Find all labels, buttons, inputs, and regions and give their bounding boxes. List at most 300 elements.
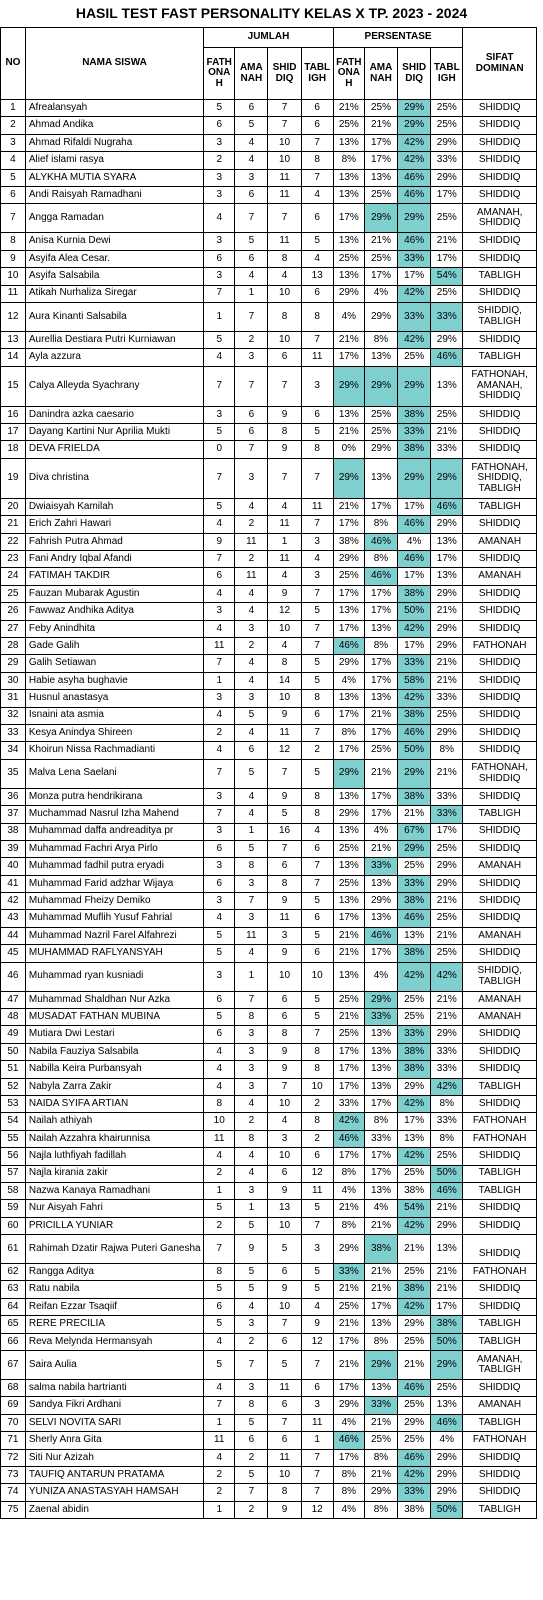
table-row [1,742,537,759]
percentage-cell: 25% [431,707,463,724]
dominant-trait: SHIDDIQ [463,1026,537,1043]
percentage-cell: 17% [333,1043,364,1060]
table-row [1,1298,537,1315]
row-number: 12 [1,302,26,331]
student-name: Angga Ramadan [25,204,203,233]
row-number: 30 [1,672,26,689]
student-name: Muhammad daffa andreaditya pr [25,823,203,840]
count-cell: 5 [301,893,333,910]
dominant-trait: SHIDDIQ [463,603,537,620]
count-cell: 8 [235,1397,268,1414]
dominant-trait: TABLIGH [463,498,537,515]
dominant-trait: SHIDDIQ [463,910,537,927]
percentage-cell: 13% [364,1316,397,1333]
dominant-trait: SHIDDIQ [463,134,537,151]
percentage-cell: 17% [333,1449,364,1466]
count-cell: 9 [268,707,301,724]
student-name: PRICILLA YUNIAR [25,1217,203,1234]
count-cell: 5 [301,655,333,672]
count-cell: 10 [268,1467,301,1484]
count-cell: 6 [301,204,333,233]
count-cell: 4 [204,1148,235,1165]
count-cell: 8 [301,690,333,707]
percentage-cell: 29% [398,458,431,498]
percentage-cell: 42% [431,962,463,991]
percentage-cell: 13% [333,233,364,250]
count-cell: 3 [204,603,235,620]
percentage-cell: 38% [398,1043,431,1060]
row-number: 8 [1,233,26,250]
count-cell: 5 [204,100,235,117]
count-cell: 9 [268,441,301,458]
count-cell: 4 [235,672,268,689]
percentage-cell: 17% [333,204,364,233]
table-row [1,1351,537,1380]
count-cell: 1 [235,962,268,991]
percentage-cell: 25% [431,204,463,233]
count-cell: 5 [204,945,235,962]
dominant-trait: SHIDDIQ, TABLIGH [463,302,537,331]
count-cell: 4 [204,1333,235,1350]
percentage-cell: 46% [333,1130,364,1147]
table-row [1,331,537,348]
row-number: 27 [1,620,26,637]
count-cell: 10 [268,1148,301,1165]
percentage-cell: 46% [431,1414,463,1431]
header-count-2: SHID DIQ [268,48,301,100]
percentage-cell: 46% [398,551,431,568]
percentage-cell: 33% [431,690,463,707]
row-number: 73 [1,1467,26,1484]
count-cell: 3 [235,1043,268,1060]
percentage-cell: 13% [364,875,397,892]
student-name: Fawwaz Andhika Aditya [25,603,203,620]
table-row [1,1061,537,1078]
count-cell: 7 [204,1397,235,1414]
percentage-cell: 42% [333,1113,364,1130]
percentage-cell: 8% [364,637,397,654]
table-row [1,302,537,331]
percentage-cell: 33% [364,1130,397,1147]
percentage-cell: 42% [398,1467,431,1484]
count-cell: 8 [204,1095,235,1112]
row-number: 70 [1,1414,26,1431]
count-cell: 6 [204,1298,235,1315]
count-cell: 4 [301,186,333,203]
percentage-cell: 17% [364,585,397,602]
student-name: Danindra azka caesario [25,406,203,423]
dominant-trait: AMANAH [463,568,537,585]
table-row [1,1130,537,1147]
count-cell: 5 [235,1467,268,1484]
count-cell: 4 [204,1061,235,1078]
dominant-trait: SHIDDIQ [463,250,537,267]
count-cell: 9 [268,1061,301,1078]
student-name: Dwiaisyah Kamilah [25,498,203,515]
percentage-cell: 8% [364,551,397,568]
percentage-cell: 38% [398,945,431,962]
percentage-cell: 17% [333,516,364,533]
count-cell: 4 [204,204,235,233]
dominant-trait: SHIDDIQ [463,823,537,840]
percentage-cell: 38% [398,1501,431,1518]
count-cell: 1 [301,1432,333,1449]
table-row [1,233,537,250]
dominant-trait: SHIDDIQ [463,1298,537,1315]
count-cell: 11 [268,516,301,533]
percentage-cell: 25% [333,250,364,267]
count-cell: 5 [301,1281,333,1298]
percentage-cell: 25% [364,406,397,423]
row-number: 16 [1,406,26,423]
count-cell: 4 [268,498,301,515]
percentage-cell: 21% [333,945,364,962]
dominant-trait: FATHONAH, SHIDDIQ, TABLIGH [463,458,537,498]
count-cell: 3 [268,927,301,944]
count-cell: 4 [301,823,333,840]
percentage-cell: 13% [364,1061,397,1078]
dominant-trait: SHIDDIQ [463,516,537,533]
count-cell: 6 [268,858,301,875]
count-cell: 4 [204,1380,235,1397]
student-name: Asyifa Salsabila [25,268,203,285]
percentage-cell: 46% [364,927,397,944]
count-cell: 7 [301,858,333,875]
percentage-cell: 25% [364,250,397,267]
row-number: 52 [1,1078,26,1095]
table-row [1,1200,537,1217]
dominant-trait: SHIDDIQ [463,585,537,602]
percentage-cell: 25% [431,117,463,134]
table-row [1,1182,537,1199]
row-number: 43 [1,910,26,927]
count-cell: 3 [235,1182,268,1199]
count-cell: 4 [204,1043,235,1060]
count-cell: 7 [301,875,333,892]
count-cell: 3 [204,858,235,875]
row-number: 42 [1,893,26,910]
count-cell: 6 [204,117,235,134]
count-cell: 5 [301,991,333,1008]
percentage-cell: 13% [364,690,397,707]
dominant-trait: FATHONAH [463,1130,537,1147]
percentage-cell: 46% [398,516,431,533]
sheet-title: HASIL TEST FAST PERSONALITY KELAS X TP. 2023 - 2024 [75,5,468,21]
count-cell: 10 [268,152,301,169]
count-cell: 7 [301,1217,333,1234]
dominant-trait: SHIDDIQ [463,152,537,169]
table-row [1,250,537,267]
count-cell: 4 [235,1298,268,1315]
student-name: Ratu nabila [25,1281,203,1298]
percentage-cell: 21% [398,1235,431,1264]
percentage-cell: 21% [333,927,364,944]
percentage-cell: 46% [398,1380,431,1397]
percentage-cell: 42% [398,690,431,707]
percentage-cell: 21% [431,655,463,672]
row-number: 20 [1,498,26,515]
count-cell: 4 [235,585,268,602]
percentage-cell: 13% [431,1397,463,1414]
student-name: Nailah athiyah [25,1113,203,1130]
count-cell: 5 [235,117,268,134]
percentage-cell: 13% [364,1182,397,1199]
count-cell: 7 [301,134,333,151]
count-cell: 4 [235,788,268,805]
results-table [0,27,537,1519]
count-cell: 3 [235,910,268,927]
percentage-cell: 17% [364,1095,397,1112]
percentage-cell: 17% [398,268,431,285]
row-number: 4 [1,152,26,169]
count-cell: 6 [301,406,333,423]
percentage-cell: 21% [364,759,397,788]
percentage-cell: 13% [364,1026,397,1043]
count-cell: 12 [268,603,301,620]
dominant-trait: SHIDDIQ [463,424,537,441]
percentage-cell: 25% [333,991,364,1008]
count-cell: 7 [268,117,301,134]
count-cell: 7 [301,458,333,498]
percentage-cell: 21% [431,991,463,1008]
count-cell: 11 [301,1182,333,1199]
count-cell: 3 [301,1235,333,1264]
student-name: Rahimah Dzatir Rajwa Puteri Ganesha [25,1235,203,1264]
count-cell: 7 [268,1078,301,1095]
percentage-cell: 17% [364,945,397,962]
percentage-cell: 46% [431,349,463,366]
percentage-cell: 38% [364,1235,397,1264]
percentage-cell: 33% [431,1043,463,1060]
count-cell: 8 [268,1026,301,1043]
table-row [1,1078,537,1095]
count-cell: 7 [204,1235,235,1264]
student-name: MUHAMMAD RAFLYANSYAH [25,945,203,962]
dominant-trait: FATHONAH [463,1113,537,1130]
percentage-cell: 29% [333,759,364,788]
percentage-cell: 38% [398,1281,431,1298]
count-cell: 7 [301,620,333,637]
count-cell: 4 [235,134,268,151]
count-cell: 7 [204,806,235,823]
percentage-cell: 46% [364,533,397,550]
row-number: 74 [1,1484,26,1501]
dominant-trait: TABLIGH [463,1316,537,1333]
dominant-trait: SHIDDIQ [463,331,537,348]
percentage-cell: 21% [398,1351,431,1380]
percentage-cell: 13% [364,1380,397,1397]
count-cell: 9 [268,1043,301,1060]
percentage-cell: 13% [333,186,364,203]
student-name: Mutiara Dwi Lestari [25,1026,203,1043]
count-cell: 10 [268,620,301,637]
percentage-cell: 29% [398,1414,431,1431]
header-pct-1: AMA NAH [364,48,397,100]
count-cell: 2 [204,1217,235,1234]
percentage-cell: 17% [364,1298,397,1315]
percentage-cell: 17% [364,152,397,169]
count-cell: 6 [235,186,268,203]
student-name: Muhammad Farid adzhar Wijaya [25,875,203,892]
dominant-trait: SHIDDIQ [463,1200,537,1217]
count-cell: 3 [204,406,235,423]
count-cell: 8 [204,1264,235,1281]
count-cell: 6 [301,100,333,117]
percentage-cell: 13% [333,858,364,875]
percentage-cell: 17% [364,1165,397,1182]
percentage-cell: 13% [431,366,463,406]
percentage-cell: 17% [364,134,397,151]
count-cell: 5 [301,1009,333,1026]
count-cell: 7 [204,366,235,406]
percentage-cell: 29% [333,366,364,406]
dominant-trait: SHIDDIQ [463,1043,537,1060]
count-cell: 6 [204,568,235,585]
percentage-cell: 29% [333,655,364,672]
percentage-cell: 25% [398,1432,431,1449]
percentage-cell: 29% [364,366,397,406]
percentage-cell: 33% [398,302,431,331]
percentage-cell: 29% [431,585,463,602]
count-cell: 7 [301,1449,333,1466]
row-number: 56 [1,1148,26,1165]
row-number: 51 [1,1061,26,1078]
percentage-cell: 21% [364,117,397,134]
dominant-trait: SHIDDIQ [463,1467,537,1484]
count-cell: 3 [204,233,235,250]
count-cell: 5 [301,603,333,620]
percentage-cell: 13% [333,268,364,285]
student-name: Siti Nur Azizah [25,1449,203,1466]
row-number: 6 [1,186,26,203]
percentage-cell: 21% [431,1281,463,1298]
count-cell: 7 [235,441,268,458]
percentage-cell: 25% [431,945,463,962]
table-row [1,268,537,285]
percentage-cell: 29% [431,875,463,892]
percentage-cell: 17% [364,655,397,672]
student-name: Aurellia Destiara Putri Kurniawan [25,331,203,348]
dominant-trait: FATHONAH [463,1264,537,1281]
row-number: 25 [1,585,26,602]
percentage-cell: 42% [398,134,431,151]
count-cell: 3 [235,1026,268,1043]
table-row [1,759,537,788]
student-name: ALYKHA MUTIA SYARA [25,169,203,186]
count-cell: 6 [301,910,333,927]
percentage-cell: 50% [431,1165,463,1182]
percentage-cell: 33% [333,1264,364,1281]
count-cell: 5 [235,707,268,724]
count-cell: 1 [204,1182,235,1199]
table-row [1,568,537,585]
dominant-trait: SHIDDIQ [463,406,537,423]
count-cell: 4 [204,620,235,637]
header-pct-0: FATH ONA H [333,48,364,100]
percentage-cell: 29% [364,1351,397,1380]
row-number: 39 [1,840,26,857]
percentage-cell: 33% [398,875,431,892]
count-cell: 6 [301,945,333,962]
count-cell: 4 [204,585,235,602]
count-cell: 6 [301,117,333,134]
dominant-trait: SHIDDIQ [463,169,537,186]
percentage-cell: 17% [431,551,463,568]
table-row [1,690,537,707]
percentage-cell: 29% [431,516,463,533]
percentage-cell: 67% [398,823,431,840]
count-cell: 4 [235,1148,268,1165]
count-cell: 4 [235,945,268,962]
count-cell: 5 [235,1281,268,1298]
table-row [1,945,537,962]
row-number: 9 [1,250,26,267]
count-cell: 6 [301,285,333,302]
table-row [1,858,537,875]
count-cell: 5 [301,233,333,250]
percentage-cell: 33% [333,1095,364,1112]
count-cell: 5 [235,840,268,857]
percentage-cell: 29% [333,1235,364,1264]
row-number: 75 [1,1501,26,1518]
count-cell: 6 [204,1026,235,1043]
percentage-cell: 42% [398,1095,431,1112]
percentage-cell: 29% [364,204,397,233]
dominant-trait: SHIDDIQ [463,441,537,458]
dominant-trait: SHIDDIQ [463,1235,537,1264]
percentage-cell: 13% [333,823,364,840]
percentage-cell: 25% [431,1380,463,1397]
count-cell: 8 [268,250,301,267]
student-name: Muhammad Nazril Farel Alfahrezi [25,927,203,944]
count-cell: 2 [235,1113,268,1130]
percentage-cell: 33% [398,1484,431,1501]
count-cell: 7 [301,724,333,741]
row-number: 15 [1,366,26,406]
student-name: FATIMAH TAKDIR [25,568,203,585]
header-name: NAMA SISWA [25,28,203,100]
percentage-cell: 17% [333,742,364,759]
student-name: RERE PRECILIA [25,1316,203,1333]
percentage-cell: 21% [398,806,431,823]
percentage-cell: 46% [431,1182,463,1199]
percentage-cell: 46% [398,910,431,927]
count-cell: 9 [268,945,301,962]
percentage-cell: 33% [431,441,463,458]
student-name: Afrealansyah [25,100,203,117]
percentage-cell: 46% [333,637,364,654]
table-row [1,152,537,169]
student-name: Muhammad Fheizy Demiko [25,893,203,910]
count-cell: 4 [235,498,268,515]
count-cell: 12 [301,1165,333,1182]
row-number: 61 [1,1235,26,1264]
count-cell: 7 [268,1316,301,1333]
row-number: 66 [1,1333,26,1350]
count-cell: 4 [235,152,268,169]
percentage-cell: 33% [364,1009,397,1026]
header-pct-3: TABL IGH [431,48,463,100]
count-cell: 1 [204,302,235,331]
table-row [1,406,537,423]
count-cell: 10 [204,1113,235,1130]
count-cell: 7 [301,1467,333,1484]
count-cell: 6 [235,250,268,267]
row-number: 22 [1,533,26,550]
count-cell: 4 [204,349,235,366]
row-number: 32 [1,707,26,724]
count-cell: 10 [268,134,301,151]
